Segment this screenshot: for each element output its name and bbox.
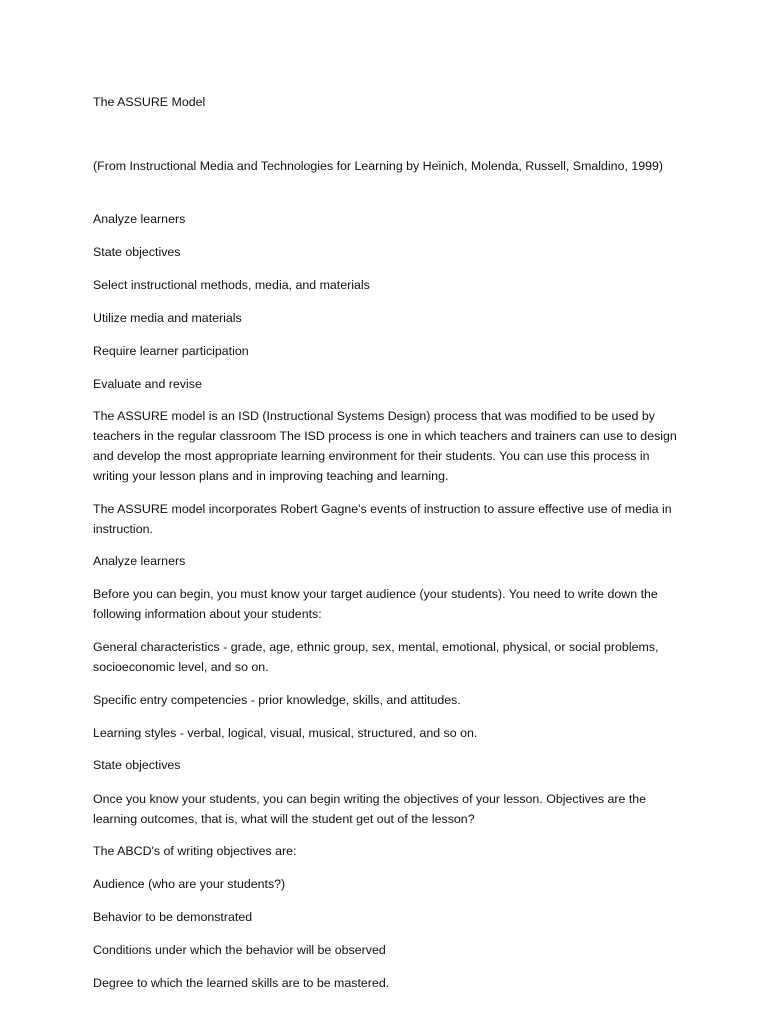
- entry-competencies-item: Specific entry competencies - prior knowledge, skills, and attitudes.: [93, 693, 461, 707]
- learning-styles-item: Learning styles - verbal, logical, visual, musical, structured, and so on.: [93, 726, 478, 740]
- step-select-methods: Select instructional methods, media, and materials: [93, 278, 370, 292]
- abcd-degree-item: Degree to which the learned skills are to be mastered.: [93, 976, 390, 990]
- citation-paragraph: (From Instructional Media and Technologies for Learning by Heinich, Molenda, Russell, Smaldino, 1999): [93, 159, 664, 173]
- analyze-intro-paragraph: Before you can begin, you must know your target audience (your students). You need to write down the following information about your students:: [93, 587, 658, 621]
- step-require-participation: Require learner participation: [93, 344, 249, 358]
- abcd-audience-item: Audience (who are your students?): [93, 877, 286, 891]
- state-objectives-heading: State objectives: [93, 758, 181, 772]
- step-analyze-learners: Analyze learners: [93, 212, 186, 226]
- analyze-learners-heading: Analyze learners: [93, 554, 186, 568]
- gagne-paragraph: The ASSURE model incorporates Robert Gagne's events of instruction to assure effective use of media in instruction.: [93, 502, 672, 536]
- step-evaluate-revise: Evaluate and revise: [93, 377, 202, 391]
- general-characteristics-item: General characteristics - grade, age, ethnic group, sex, mental, emotional, physical, or social problems, socioeconomic level, and so on.: [93, 640, 659, 674]
- step-utilize-media: Utilize media and materials: [93, 311, 242, 325]
- abcd-intro: The ABCD's of writing objectives are:: [93, 844, 297, 858]
- abcd-behavior-item: Behavior to be demonstrated: [93, 910, 253, 924]
- abcd-conditions-item: Conditions under which the behavior will be observed: [93, 943, 386, 957]
- step-state-objectives: State objectives: [93, 245, 181, 259]
- document-title: The ASSURE Model: [93, 95, 206, 109]
- intro-paragraph: The ASSURE model is an ISD (Instructional Systems Design) process that was modified to be used by teachers in the regular classroom The ISD process is one in which teachers and trainers can use to design and develop the most appropriate learning environment for their students. You can use this process in writing your lesson plans and in improving teaching and learning.: [93, 409, 677, 483]
- objectives-intro-paragraph: Once you know your students, you can begin writing the objectives of your lesson. Objectives are the learning outcomes, that is, what will the student get out of the lesson?: [93, 792, 647, 826]
